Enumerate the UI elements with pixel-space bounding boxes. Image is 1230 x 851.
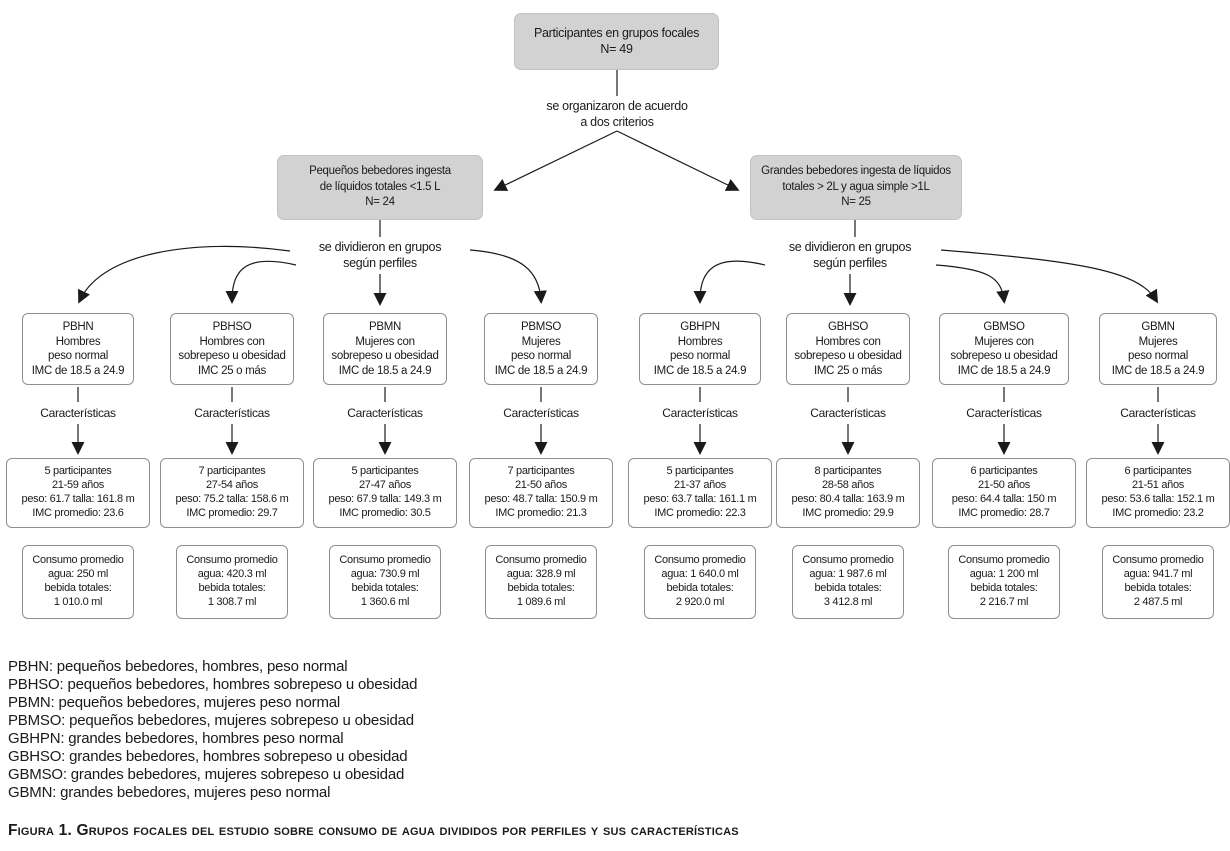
root-node [514,13,719,70]
branch-line: Pequeños bebedores ingesta [309,165,451,177]
cons-line: 2 487.5 ml [1133,595,1183,608]
cons-line: 1 360.6 ml [360,595,410,608]
group-line: Mujeres [521,335,561,348]
char-line: 27-47 años [358,478,412,491]
cons-line: Consumo promedio [32,554,124,566]
divide-label-line2: según perfiles [813,256,887,270]
group-line: Hombres con [815,335,881,348]
cons-line: agua: 730.9 ml [350,567,420,580]
group-node-gbhpn [639,313,761,385]
consumption-node-gbmn [1102,545,1214,619]
characteristics-label: Características [503,406,579,420]
group-node-pbhn [22,313,134,385]
char-line: IMC promedio: 23.6 [32,506,124,519]
cons-line: bebida totales: [814,581,882,594]
characteristics-node-gbmn [1086,458,1230,528]
divide-label-line2: según perfiles [343,256,417,270]
char-line: peso: 67.9 talla: 149.3 m [328,492,442,505]
group-code: PBMN [368,321,402,333]
cons-line: 3 412.8 ml [823,595,873,608]
characteristics-node-gbhso [776,458,920,528]
characteristics-label: Características [40,406,116,420]
group-code: GBHSO [827,321,869,333]
cons-line: bebida totales: [198,581,266,594]
cons-line: bebida totales: [970,581,1038,594]
char-line: 21-50 años [514,478,568,491]
char-line: peso: 64.4 talla: 150 m [951,492,1057,505]
group-line: IMC de 18.5 a 24.9 [1111,364,1205,377]
cons-line: bebida totales: [666,581,734,594]
group-node-pbhso [170,313,294,385]
cons-line: Consumo promedio [1112,554,1204,566]
char-line: peso: 75.2 talla: 158.6 m [175,492,289,505]
char-line: 27-54 años [205,478,259,491]
group-line: Mujeres con [355,335,415,348]
cons-line: Consumo promedio [958,554,1050,566]
cons-line: 1 010.0 ml [53,595,103,608]
divide-label-left [280,239,480,271]
legend-line: PBHN: pequeños bebedores, hombres, peso normal [8,658,348,675]
group-code: GBMSO [983,321,1025,333]
group-line: IMC 25 o más [814,364,882,377]
char-line: 28-58 años [821,478,875,491]
char-line: IMC promedio: 28.7 [958,506,1050,519]
cons-line: agua: 1 640.0 ml [661,567,739,580]
group-line: IMC de 18.5 a 24.9 [653,364,747,377]
legend-line: GBHSO: grandes bebedores, hombres sobrepeso u obesidad [8,748,408,765]
consumption-node-pbmn [329,545,441,619]
char-line: peso: 53.6 talla: 152.1 m [1101,492,1215,505]
criteria-label-line1: se organizaron de acuerdo [546,99,688,113]
char-line: 5 participantes [44,465,112,477]
char-line: IMC promedio: 29.7 [186,506,278,519]
cons-line: bebida totales: [507,581,575,594]
characteristics-label: Características [1120,406,1196,420]
legend-line: GBHPN: grandes bebedores, hombres peso normal [8,730,344,747]
char-line: IMC promedio: 22.3 [654,506,746,519]
group-code: GBMN [1141,321,1175,333]
characteristics-node-gbmso [932,458,1076,528]
char-line: IMC promedio: 23.2 [1112,506,1204,519]
criteria-label [507,98,727,130]
cons-line: agua: 250 ml [48,567,108,580]
group-line: IMC de 18.5 a 24.9 [338,364,432,377]
cons-line: Consumo promedio [654,554,746,566]
char-line: IMC promedio: 30.5 [339,506,431,519]
char-line: peso: 80.4 talla: 163.9 m [791,492,905,505]
cons-line: agua: 420.3 ml [197,567,267,580]
cons-line: 1 308.7 ml [207,595,257,608]
char-line: IMC promedio: 29.9 [802,506,894,519]
characteristics-node-pbhn [6,458,150,528]
group-line: Hombres [55,335,101,348]
char-line: 21-50 años [977,478,1031,491]
abbreviation-legend [8,658,417,802]
group-node-pbmn [323,313,447,385]
cons-line: agua: 1 200 ml [969,567,1039,580]
char-line: 21-59 años [51,478,105,491]
group-line: peso normal [670,350,730,363]
legend-line: PBMN: pequeños bebedores, mujeres peso normal [8,694,341,711]
branch-count: N= 24 [365,196,395,209]
root-node-line: Participantes en grupos focales [533,26,700,40]
figure-caption: Figura 1. Grupos focales del estudio sobre consumo de agua divididos por perfiles y sus características [8,822,739,839]
characteristics-label: Características [194,406,270,420]
cons-line: bebida totales: [351,581,419,594]
group-node-gbmn [1099,313,1217,385]
legend-line: PBMSO: pequeños bebedores, mujeres sobrepeso u obesidad [8,712,414,729]
group-code: PBHSO [212,321,252,333]
group-code: GBHPN [680,321,720,333]
group-line: sobrepeso u obesidad [950,350,1058,363]
cons-line: 1 089.6 ml [516,595,566,608]
group-code: PBMSO [520,321,562,333]
char-line: peso: 61.7 talla: 161.8 m [21,492,135,505]
cons-line: agua: 941.7 ml [1123,567,1193,580]
char-line: 5 participantes [666,465,734,477]
group-line: peso normal [48,350,108,363]
cons-line: 2 920.0 ml [675,595,725,608]
cons-line: Consumo promedio [802,554,894,566]
characteristics-label: Características [966,406,1042,420]
group-line: IMC 25 o más [198,364,266,377]
consumption-node-gbmso [948,545,1060,619]
cons-line: agua: 328.9 ml [506,567,576,580]
group-line: peso normal [511,350,571,363]
characteristics-label: Características [347,406,423,420]
characteristics-node-pbmn [313,458,457,528]
char-line: IMC promedio: 21.3 [495,506,587,519]
branch-node-big-drinkers [750,155,962,220]
cons-line: agua: 1 987.6 ml [809,567,887,580]
cons-line: bebida totales: [44,581,112,594]
consumption-node-pbhso [176,545,288,619]
group-node-gbmso [939,313,1069,385]
char-line: 5 participantes [351,465,419,477]
branch-node-small-drinkers [277,155,483,220]
group-line: Hombres [677,335,723,348]
group-node-gbhso [786,313,910,385]
characteristics-node-pbhso [160,458,304,528]
characteristics-label: Características [662,406,738,420]
consumption-node-gbhpn [644,545,756,619]
char-line: peso: 63.7 talla: 161.1 m [643,492,757,505]
divide-label-line1: se dividieron en grupos [318,240,442,254]
char-line: 6 participantes [970,465,1038,477]
legend-line: GBMSO: grandes bebedores, mujeres sobrepeso u obesidad [8,766,405,783]
char-line: 7 participantes [507,465,575,477]
consumption-node-pbmso [485,545,597,619]
char-line: 7 participantes [198,465,266,477]
char-line: 6 participantes [1124,465,1192,477]
group-line: IMC de 18.5 a 24.9 [31,364,125,377]
characteristics-node-gbhpn [628,458,772,528]
cons-line: bebida totales: [1124,581,1192,594]
group-line: Mujeres con [974,335,1034,348]
char-line: 21-51 años [1131,478,1185,491]
characteristics-label: Características [810,406,886,420]
group-line: sobrepeso u obesidad [178,350,286,363]
legend-line: PBHSO: pequeños bebedores, hombres sobrepeso u obesidad [8,676,418,693]
char-line: peso: 48.7 talla: 150.9 m [484,492,598,505]
consumption-node-gbhso [792,545,904,619]
cons-line: Consumo promedio [339,554,431,566]
cons-line: Consumo promedio [495,554,587,566]
branch-line: Grandes bebedores ingesta de líquidos [761,165,951,177]
characteristics-node-pbmso [469,458,613,528]
criteria-label-line2: a dos criterios [580,115,654,129]
root-node-count: N= 49 [600,42,633,57]
group-line: sobrepeso u obesidad [794,350,902,363]
cons-line: 2 216.7 ml [979,595,1029,608]
consumption-node-pbhn [22,545,134,619]
group-line: IMC de 18.5 a 24.9 [494,364,588,377]
group-line: Mujeres [1138,335,1178,348]
branch-line: totales > 2L y agua simple >1L [782,180,930,193]
branch-count: N= 25 [841,196,871,209]
legend-line: GBMN: grandes bebedores, mujeres peso normal [8,784,331,801]
cons-line: Consumo promedio [186,554,278,566]
branch-line: de líquidos totales <1.5 L [319,180,441,193]
group-node-pbmso [484,313,598,385]
group-line: Hombres con [199,335,265,348]
group-line: sobrepeso u obesidad [331,350,439,363]
group-code: PBHN [62,321,94,333]
divide-label-line1: se dividieron en grupos [788,240,912,254]
char-line: 8 participantes [814,465,882,477]
group-line: peso normal [1128,350,1188,363]
char-line: 21-37 años [673,478,727,491]
group-line: IMC de 18.5 a 24.9 [957,364,1051,377]
divide-label-right [750,239,950,271]
